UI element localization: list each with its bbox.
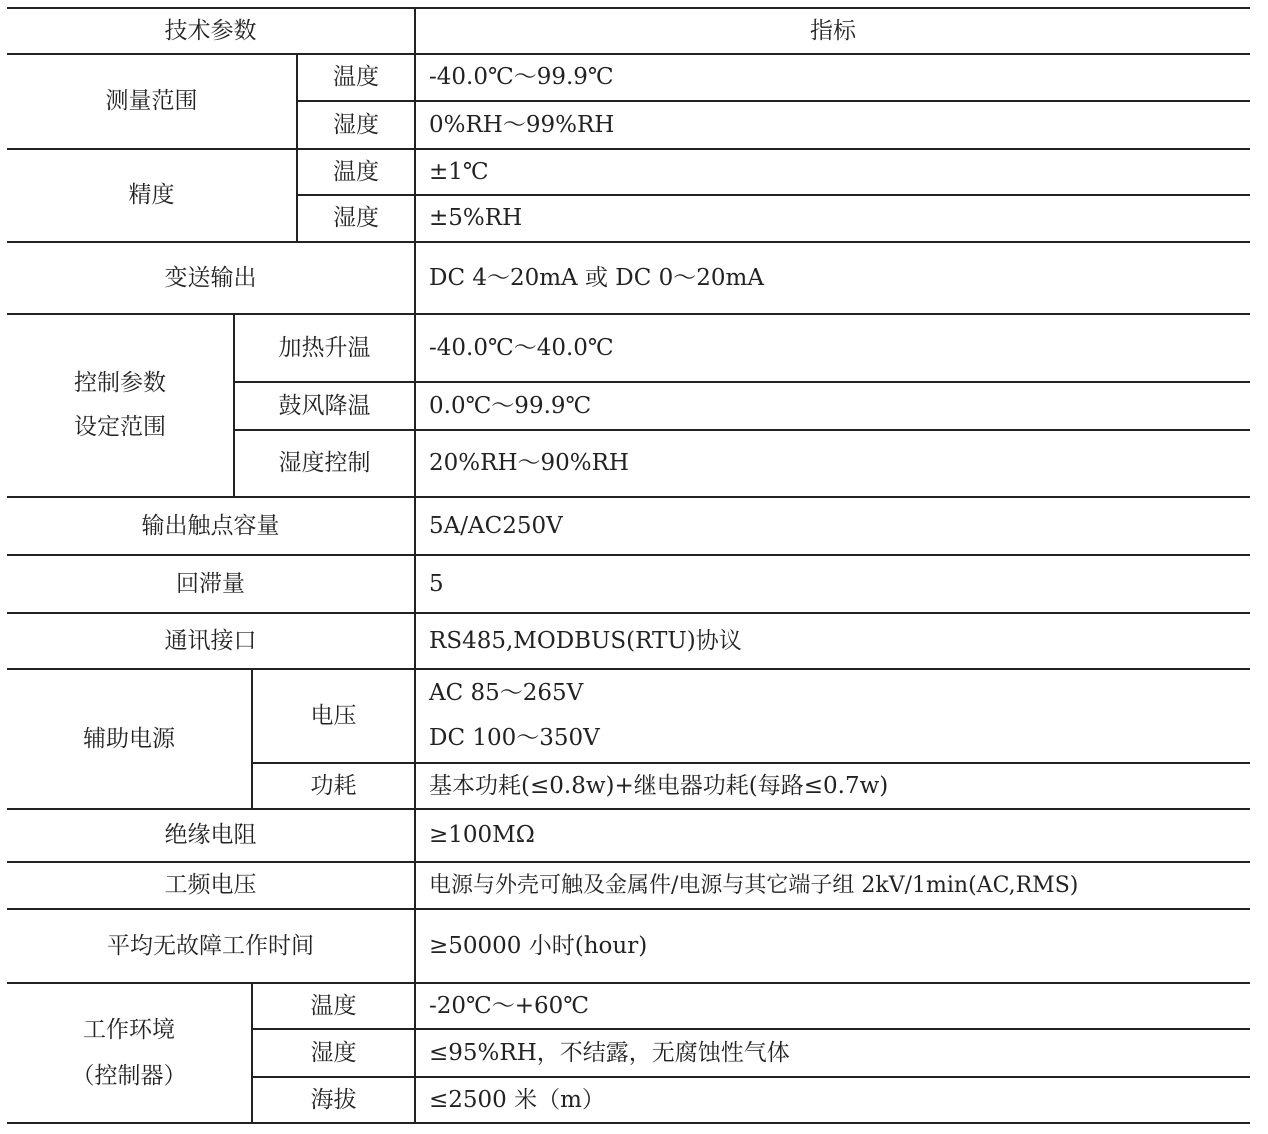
env-humid-value: ≤95%RH，不结露，无腐蚀性气体	[429, 1039, 790, 1066]
env-altitude-label: 海拔	[310, 1086, 357, 1113]
voltage-value	[416, 670, 1249, 762]
environment-label-line1: 工作环境	[83, 1016, 175, 1043]
measure-humid-value: 0%RH～99%RH	[429, 111, 615, 138]
spec-table	[7, 7, 1250, 1124]
mtbf-label: 平均无故障工作时间	[107, 932, 314, 959]
measure-temp-label: 温度	[333, 64, 379, 90]
heating-label: 加热升温	[278, 334, 371, 361]
voltage-label: 电压	[310, 702, 357, 729]
accuracy-label: 精度	[128, 182, 175, 208]
transmit-output-value: DC 4～20mA 或 DC 0～20mA	[429, 264, 764, 291]
measure-temp-value: -40.0℃～99.9℃	[429, 64, 614, 90]
insulation-label: 绝缘电阻	[164, 822, 257, 848]
cooling-label: 鼓风降温	[278, 392, 371, 419]
environment-label-line2: （控制器）	[71, 1062, 187, 1089]
env-temp-label: 温度	[310, 992, 357, 1019]
env-temp-value: -20℃～+60℃	[429, 992, 590, 1019]
header-param: 技术参数	[164, 17, 257, 44]
comm-interface-label: 通讯接口	[164, 627, 257, 654]
measure-range-label: 测量范围	[105, 88, 198, 114]
contact-capacity-value: 5A/AC250V	[429, 512, 563, 539]
accuracy-temp-label: 温度	[333, 158, 379, 185]
accuracy-humid-value: ±5%RH	[429, 205, 523, 231]
voltage-value-dc: DC 100～350V	[429, 725, 600, 751]
hysteresis-label: 回滞量	[176, 570, 245, 597]
env-humid-label: 湿度	[310, 1039, 357, 1066]
mtbf-value: ≥50000 小时(hour)	[429, 932, 648, 959]
header-spec: 指标	[810, 17, 856, 44]
accuracy-temp-value: ±1℃	[429, 158, 489, 185]
control-params-label	[7, 315, 233, 496]
environment-label	[7, 984, 251, 1122]
accuracy-humid-label: 湿度	[333, 205, 379, 231]
env-altitude-value: ≤2500 米（m）	[429, 1086, 605, 1113]
humidity-control-label: 湿度控制	[278, 450, 371, 476]
voltage-value-ac: AC 85～265V	[429, 680, 584, 706]
contact-capacity-label: 输出触点容量	[141, 512, 280, 539]
cooling-value: 0.0℃～99.9℃	[429, 392, 592, 419]
hysteresis-value: 5	[429, 570, 444, 597]
power-freq-voltage-label: 工频电压	[164, 872, 257, 898]
measure-humid-label: 湿度	[333, 111, 379, 138]
consumption-value: 基本功耗(≤0.8w)+继电器功耗(每路≤0.7w)	[429, 772, 889, 799]
power-freq-voltage-value: 电源与外壳可触及金属件/电源与其它端子组 2kV/1min(AC,RMS)	[429, 872, 1079, 898]
control-params-label-line2: 设定范围	[74, 414, 166, 440]
humidity-control-value: 20%RH～90%RH	[429, 450, 629, 476]
rule	[7, 1122, 1250, 1124]
heating-value: -40.0℃～40.0℃	[429, 334, 614, 361]
comm-interface-value: RS485,MODBUS(RTU)协议	[429, 627, 742, 654]
consumption-label: 功耗	[310, 772, 357, 799]
aux-power-label: 辅助电源	[83, 725, 175, 752]
control-params-label-line1: 控制参数	[74, 370, 166, 396]
transmit-output-label: 变送输出	[164, 264, 257, 291]
insulation-value: ≥100MΩ	[429, 822, 535, 848]
